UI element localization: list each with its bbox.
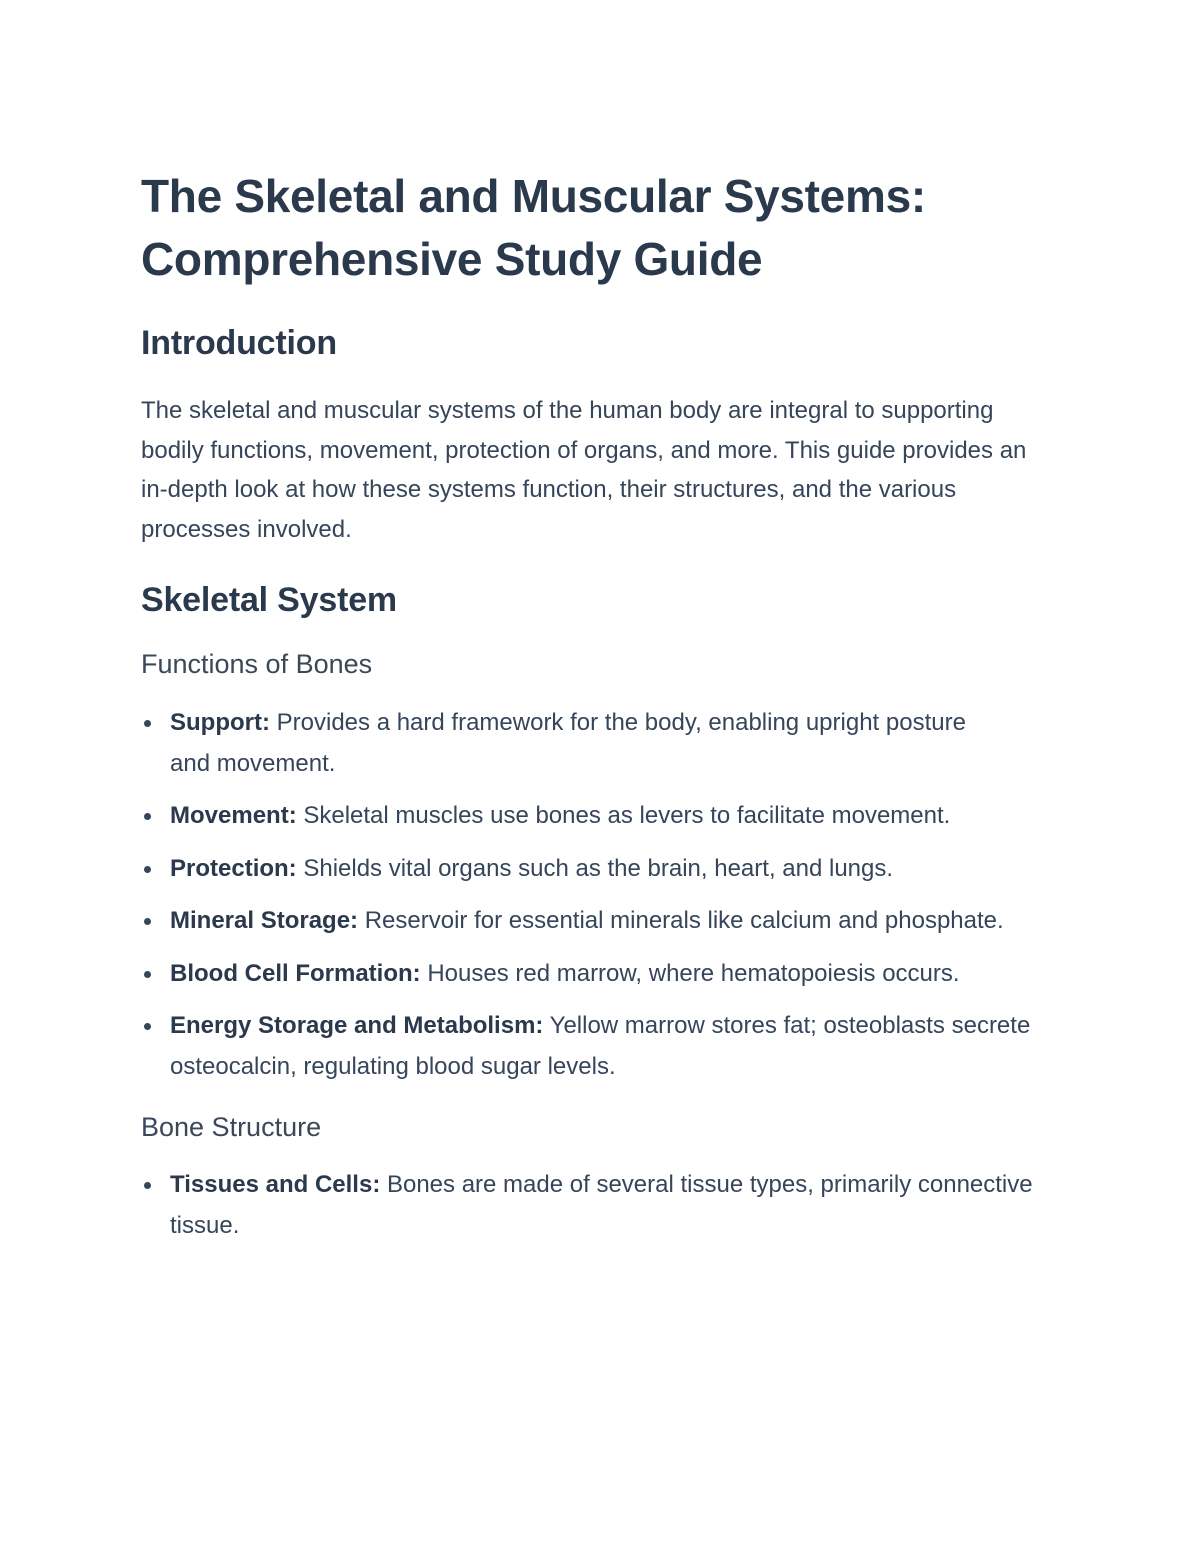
bullet-icon [144, 1182, 151, 1189]
list-item-text: Reservoir for essential minerals like calcium and phosphate. [358, 907, 1004, 934]
list-item-term: Tissues and Cells: [170, 1171, 381, 1198]
list-item-term: Mineral Storage: [170, 907, 359, 934]
document-title [141, 165, 1061, 291]
list-item [141, 849, 1060, 890]
list-item [141, 1006, 1090, 1087]
list-item [141, 796, 1000, 837]
bullet-icon [144, 720, 151, 727]
functions-of-bones-heading: Functions of Bones [141, 649, 373, 679]
list-item-text: Skeletal muscles use bones as levers to facilitate movement. [296, 802, 951, 829]
list-item [141, 1165, 1050, 1246]
bullet-icon [144, 971, 151, 978]
list-item-term: Support: [170, 709, 270, 736]
bullet-icon [144, 918, 151, 925]
list-item-term: Protection: [170, 854, 297, 882]
title-line-1: The Skeletal and Muscular Systems: [141, 170, 926, 222]
list-item-term: Energy Storage and Metabolism: [170, 1012, 544, 1039]
skeletal-system-heading: Skeletal System [141, 581, 397, 619]
list-item-text: Houses red marrow, where hematopoiesis occurs. [420, 959, 960, 987]
list-item-text: Yellow marrow stores fat; osteoblasts secrete osteocalcin, regulating blood sugar levels. [170, 1012, 1031, 1080]
list-item [141, 703, 1000, 784]
bone-structure-list [141, 1165, 1061, 1246]
list-item-text: Shields vital organs such as the brain, heart, and lungs. [296, 854, 894, 882]
bullet-icon [144, 813, 151, 820]
list-item-term: Movement: [170, 802, 297, 829]
title-line-2: Comprehensive Study Guide [141, 233, 763, 285]
list-item-text: Provides a hard framework for the body, enabling upright posture and movement. [170, 709, 966, 777]
list-item [141, 901, 1030, 942]
bullet-icon [144, 866, 151, 873]
bone-structure-heading: Bone Structure [141, 1112, 322, 1142]
list-item-text: Bones are made of several tissue types, primarily connective tissue. [170, 1171, 1033, 1239]
introduction-paragraph: The skeletal and muscular systems of the human body are integral to supporting bodily functions, movement, protection of organs, and more. This guide provides an in-depth look at how these systems function, their structures, and the various processes involved. [141, 397, 1027, 543]
list-item-term: Blood Cell Formation: [170, 959, 421, 987]
bullet-icon [144, 1023, 151, 1030]
list-item [141, 954, 1020, 995]
introduction-heading: Introduction [141, 324, 337, 362]
document-page [141, 165, 1061, 1246]
functions-list [141, 703, 1061, 1087]
